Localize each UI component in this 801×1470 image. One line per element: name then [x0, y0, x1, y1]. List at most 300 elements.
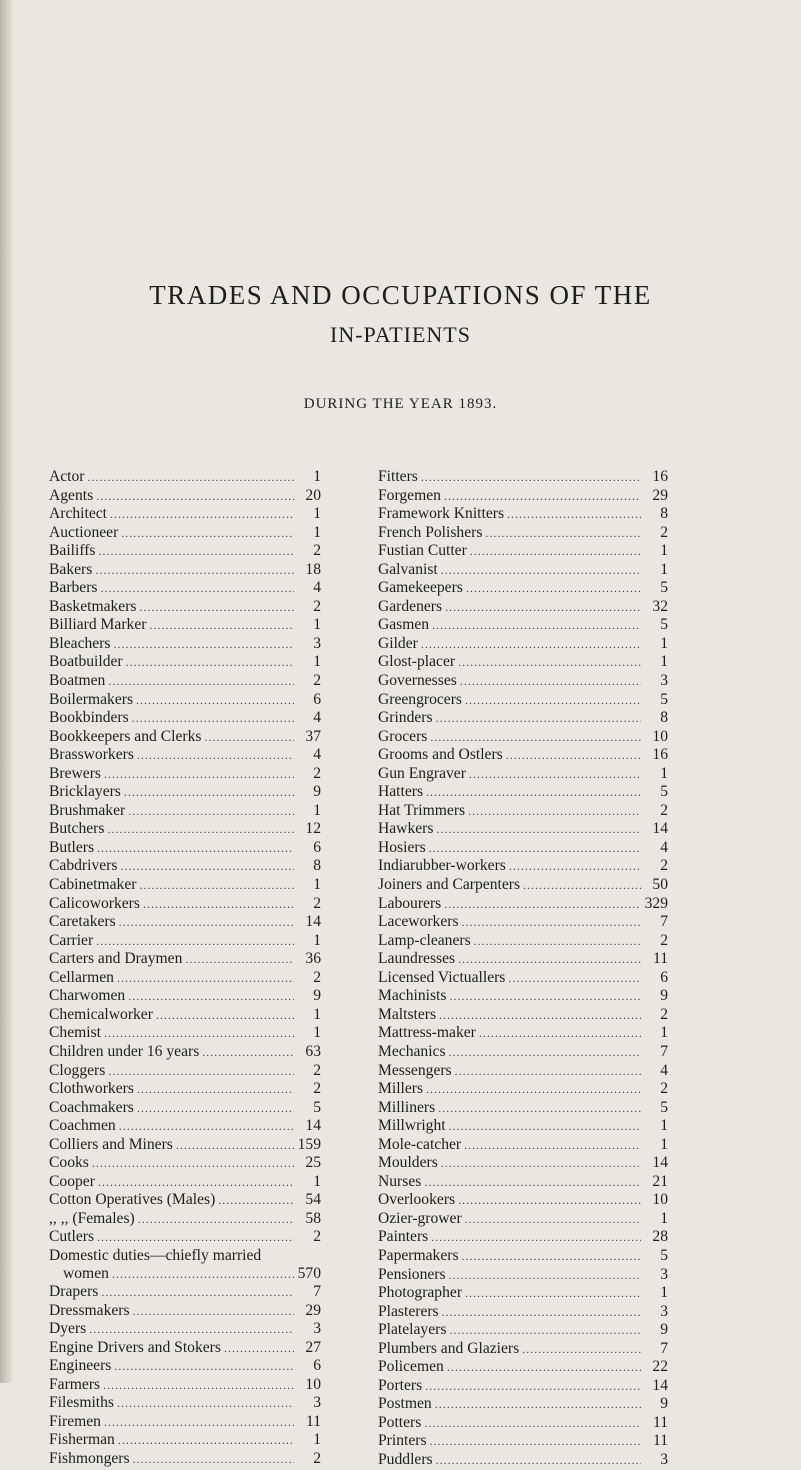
patient-count: 11	[652, 950, 668, 968]
dot-leader	[464, 1137, 641, 1155]
occupation-name: Cooper	[49, 1172, 95, 1190]
dot-leader	[224, 1340, 294, 1358]
patient-count: 3	[660, 672, 668, 690]
occupation-row	[49, 1283, 321, 1302]
occupation-row	[49, 524, 321, 543]
occupation-name: Maltsters	[378, 1005, 437, 1023]
occupation-name: Firemen	[49, 1412, 101, 1430]
dot-leader	[137, 747, 294, 765]
occupation-name: Butlers	[49, 838, 95, 856]
dot-leader	[507, 506, 641, 524]
patient-count: 2	[660, 1005, 668, 1023]
occupation-row	[378, 468, 668, 487]
patient-count: 9	[660, 1321, 668, 1339]
occupation-row	[49, 691, 321, 710]
patient-count: 14	[652, 1376, 668, 1394]
patient-count: 8	[313, 857, 321, 875]
occupation-row	[49, 1413, 321, 1432]
patient-count: 2	[660, 801, 668, 819]
occupation-name: Brushmaker	[49, 801, 126, 819]
patient-count: 4	[313, 746, 321, 764]
occupation-row	[378, 1080, 668, 1099]
occupation-row	[49, 1376, 321, 1395]
dot-leader	[444, 488, 641, 506]
occupation-name: Boatbuilder	[49, 653, 123, 671]
occupation-name: Gasmen	[378, 616, 430, 634]
patient-count: 1	[313, 616, 321, 634]
dot-leader	[97, 840, 294, 858]
occupation-row	[49, 579, 321, 598]
patient-count: 2	[313, 1080, 321, 1098]
occupation-row	[378, 1414, 668, 1433]
patient-count: 28	[652, 1228, 668, 1246]
dot-leader	[432, 617, 641, 635]
occupation-row	[49, 969, 321, 988]
occupation-name: Printers	[378, 1432, 427, 1450]
dot-leader	[455, 1063, 641, 1081]
occupation-name: Cabdrivers	[49, 857, 118, 875]
dot-leader	[149, 617, 294, 635]
patient-count: 2	[660, 931, 668, 949]
occupation-name: Cloggers	[49, 1061, 106, 1079]
occupation-row	[378, 505, 668, 524]
dot-leader	[509, 858, 641, 876]
occupation-name: Policemen	[378, 1358, 444, 1376]
occupation-name: Machinists	[378, 987, 447, 1005]
occupation-name: Clothworkers	[49, 1080, 134, 1098]
occupation-row	[378, 598, 668, 617]
dot-leader	[430, 1433, 641, 1451]
dot-leader	[465, 1211, 641, 1229]
occupation-row	[49, 783, 321, 802]
dot-leader	[436, 1452, 641, 1470]
patient-count: 50	[652, 876, 668, 894]
occupation-name: Farmers	[49, 1375, 101, 1393]
occupation-name: Butchers	[49, 820, 105, 838]
patient-count: 1	[660, 1024, 668, 1042]
dot-leader	[202, 1044, 294, 1062]
occupation-row	[49, 1265, 321, 1284]
occupation-row	[378, 1043, 668, 1062]
patient-count: 12	[305, 820, 321, 838]
occupation-row	[378, 1358, 668, 1377]
patient-count: 9	[660, 1395, 668, 1413]
occupation-name: Gamekeepers	[378, 579, 463, 597]
dot-leader	[441, 1155, 641, 1173]
occupation-name: Painters	[378, 1228, 429, 1246]
patient-count: 1	[313, 931, 321, 949]
occupation-name: Engineers	[49, 1357, 112, 1375]
occupation-row	[378, 1247, 668, 1266]
occupation-name: Domestic duties—chiefly married	[49, 1246, 262, 1264]
occupation-row	[378, 876, 668, 895]
dot-leader	[462, 914, 641, 932]
occupation-row	[378, 1377, 668, 1396]
patient-count: 3	[313, 634, 321, 652]
occupation-name: Agents	[49, 486, 94, 504]
occupation-name: Actor	[49, 468, 85, 485]
occupation-name: Mole-catcher	[378, 1135, 462, 1153]
occupation-name: Moulders	[378, 1154, 438, 1172]
patient-count: 1	[660, 634, 668, 652]
occupation-row	[49, 1357, 321, 1376]
dot-leader	[438, 1100, 641, 1118]
dot-leader	[485, 525, 641, 543]
dot-leader	[101, 1284, 294, 1302]
patient-count: 8	[660, 505, 668, 523]
occupation-row	[49, 1247, 321, 1265]
patient-count: 570	[297, 1264, 321, 1282]
dot-leader	[117, 1395, 294, 1413]
patient-count: 4	[313, 709, 321, 727]
patient-count: 329	[644, 894, 668, 912]
dot-leader	[435, 1396, 641, 1414]
occupation-name: Joiners and Carpenters	[378, 876, 521, 894]
occupation-name: Ozier-grower	[378, 1209, 462, 1227]
occupation-row	[49, 561, 321, 580]
occupation-name: Billiard Marker	[49, 616, 147, 634]
dot-leader	[101, 580, 295, 598]
occupation-name: Bookbinders	[49, 709, 129, 727]
patient-count: 2	[313, 1061, 321, 1079]
dot-leader	[120, 858, 294, 876]
occupation-row	[378, 709, 668, 728]
dot-leader	[114, 1358, 294, 1376]
patient-count: 2	[660, 523, 668, 541]
patient-count: 29	[652, 486, 668, 504]
dot-leader	[119, 914, 294, 932]
occupation-row	[378, 1432, 668, 1451]
occupation-row	[378, 1117, 668, 1136]
occupation-name: Grooms and Ostlers	[378, 746, 503, 764]
patient-count: 9	[313, 987, 321, 1005]
patient-count: 3	[313, 1320, 321, 1338]
patient-count: 1	[313, 1431, 321, 1449]
dot-leader	[468, 803, 641, 821]
occupation-row	[49, 1024, 321, 1043]
occupation-row	[378, 895, 668, 914]
dot-leader	[96, 488, 294, 506]
occupation-row	[49, 1228, 321, 1247]
occupation-name: Cellarmen	[49, 968, 114, 986]
dot-leader	[104, 766, 294, 784]
occupation-row	[49, 542, 321, 561]
dot-leader	[138, 1211, 294, 1229]
patient-count: 7	[313, 1283, 321, 1301]
dot-leader	[133, 1303, 294, 1321]
occupation-row	[49, 895, 321, 914]
patient-count: 6	[313, 838, 321, 856]
patient-count: 3	[660, 1265, 668, 1283]
dot-leader	[442, 1304, 641, 1322]
occupation-row	[378, 913, 668, 932]
patient-count: 2	[660, 857, 668, 875]
patient-count: 1	[660, 1135, 668, 1153]
occupation-name: Messengers	[378, 1061, 452, 1079]
occupation-row	[378, 1024, 668, 1043]
dot-leader	[128, 803, 294, 821]
occupation-name: Barbers	[49, 579, 98, 597]
occupation-name: Millwright	[378, 1117, 446, 1135]
occupation-row	[378, 987, 668, 1006]
occupation-row	[49, 1394, 321, 1413]
page-title: TRADES AND OCCUPATIONS OF THE	[149, 280, 652, 310]
patient-count: 6	[660, 968, 668, 986]
occupation-name: Carrier	[49, 931, 94, 949]
patient-count: 3	[313, 1394, 321, 1412]
patient-count: 2	[313, 672, 321, 690]
year-line: DURING THE YEAR 1893.	[303, 396, 498, 412]
occupation-row	[378, 802, 668, 821]
page-subtitle: IN-PATIENTS	[330, 322, 471, 347]
occupation-name: Postmen	[378, 1395, 432, 1413]
occupation-name: Gilder	[378, 634, 418, 652]
occupation-row	[378, 1099, 668, 1118]
occupation-row	[378, 969, 668, 988]
occupation-row	[378, 857, 668, 876]
dot-leader	[469, 766, 641, 784]
patient-count: 1	[660, 653, 668, 671]
occupation-row	[49, 1210, 321, 1229]
patient-count: 6	[313, 1357, 321, 1375]
dot-leader	[119, 1118, 294, 1136]
dot-leader	[426, 784, 641, 802]
patient-count: 2	[313, 597, 321, 615]
patient-count: 2	[313, 764, 321, 782]
occupation-row	[378, 1284, 668, 1303]
patient-count: 29	[305, 1301, 321, 1319]
patient-count: 4	[313, 579, 321, 597]
patient-count: 1	[313, 876, 321, 894]
occupation-name: Forgemen	[378, 486, 441, 504]
occupation-row	[378, 616, 668, 635]
dot-leader	[466, 580, 641, 598]
occupation-row	[49, 1431, 321, 1450]
dot-leader	[441, 562, 641, 580]
occupation-row	[49, 653, 321, 672]
dot-leader	[445, 599, 641, 617]
occupation-row	[378, 1228, 668, 1247]
occupation-name: Greengrocers	[378, 690, 462, 708]
occupation-row	[378, 1062, 668, 1081]
dot-leader	[98, 1174, 294, 1192]
dot-leader	[88, 469, 294, 487]
occupation-name: Plasterers	[378, 1302, 439, 1320]
patient-count: 27	[305, 1338, 321, 1356]
occupation-name: Papermakers	[378, 1246, 459, 1264]
patient-count: 9	[660, 987, 668, 1005]
occupation-row	[378, 1210, 668, 1229]
dot-leader	[522, 1341, 641, 1359]
dot-leader	[104, 1025, 294, 1043]
occupation-name: Porters	[378, 1376, 423, 1394]
patient-count: 4	[660, 1061, 668, 1079]
occupation-name: Carters and Draymen	[49, 950, 183, 968]
occupation-row	[49, 1154, 321, 1173]
dot-leader	[132, 710, 294, 728]
occupation-row	[49, 1302, 321, 1321]
dot-leader	[436, 710, 641, 728]
patient-count: 1	[313, 523, 321, 541]
patient-count: 5	[660, 1098, 668, 1116]
occupation-name: French Polishers	[378, 523, 483, 541]
dot-leader	[107, 821, 294, 839]
occupation-row	[49, 635, 321, 654]
patient-count: 11	[652, 1432, 668, 1450]
patient-count: 10	[652, 727, 668, 745]
occupation-name: Labourers	[378, 894, 442, 912]
occupation-name: Fishmongers	[49, 1449, 130, 1467]
patient-count: 1	[313, 1172, 321, 1190]
dot-leader	[156, 1007, 294, 1025]
patient-count: 2	[660, 1080, 668, 1098]
dot-leader	[143, 896, 294, 914]
dot-leader	[426, 1081, 641, 1099]
dot-leader	[95, 562, 294, 580]
occupation-name: Galvanist	[378, 560, 438, 578]
occupation-row	[49, 746, 321, 765]
occupation-name: Bricklayers	[49, 783, 121, 801]
occupation-row	[378, 783, 668, 802]
occupation-row	[49, 1099, 321, 1118]
occupation-name: Cabinetmaker	[49, 876, 137, 894]
patient-count: 159	[297, 1135, 321, 1153]
occupation-row	[49, 839, 321, 858]
occupation-name: Fisherman	[49, 1431, 115, 1449]
occupation-name: Brewers	[49, 764, 101, 782]
dot-leader	[99, 543, 295, 561]
dot-leader	[421, 469, 641, 487]
occupation-row	[378, 1154, 668, 1173]
patient-count: 14	[652, 1154, 668, 1172]
occupation-name: Architect	[49, 505, 108, 523]
occupation-row	[49, 820, 321, 839]
dot-leader	[470, 543, 641, 561]
occupation-row	[378, 1136, 668, 1155]
occupation-row	[49, 932, 321, 951]
patient-count: 58	[305, 1209, 321, 1227]
dot-leader	[113, 636, 294, 654]
occupation-name: Millers	[378, 1080, 424, 1098]
dot-leader	[425, 1378, 641, 1396]
patient-count: 3	[660, 1302, 668, 1320]
occupation-name: Children under 16 years	[49, 1042, 200, 1060]
occupation-name: Hatters	[378, 783, 424, 801]
patient-count: 1	[313, 1024, 321, 1042]
occupation-name: Laceworkers	[378, 913, 459, 931]
occupation-row	[378, 932, 668, 951]
patient-count: 5	[660, 579, 668, 597]
dot-leader	[96, 933, 294, 951]
dot-leader	[89, 1321, 294, 1339]
dot-leader	[424, 1174, 641, 1192]
patient-count: 37	[305, 727, 321, 745]
occupation-name: Cotton Operatives (Males)	[49, 1191, 216, 1209]
occupation-row	[378, 672, 668, 691]
occupation-name: Bleachers	[49, 634, 111, 652]
dot-leader	[421, 636, 641, 654]
occupation-name: Milliners	[378, 1098, 436, 1116]
occupation-name: Gardeners	[378, 597, 443, 615]
left-column-list	[49, 468, 321, 1469]
occupation-row	[378, 635, 668, 654]
dot-leader	[218, 1192, 294, 1210]
occupation-row	[49, 1117, 321, 1136]
dot-leader	[136, 692, 294, 710]
dot-leader	[431, 1229, 641, 1247]
patient-count: 54	[305, 1191, 321, 1209]
right-column-list	[378, 468, 668, 1470]
patient-count: 22	[652, 1358, 668, 1376]
occupation-row	[49, 765, 321, 784]
occupation-row	[49, 1191, 321, 1210]
patient-count: 63	[305, 1042, 321, 1060]
dot-leader	[465, 692, 641, 710]
occupation-name: Grocers	[378, 727, 428, 745]
occupation-name: Cutlers	[49, 1228, 95, 1246]
occupation-name: Colliers and Miners	[49, 1135, 173, 1153]
dot-leader	[118, 1432, 294, 1450]
occupation-name: ,, ,, (Females)	[49, 1209, 135, 1227]
occupation-name: Hat Trimmers	[378, 801, 466, 819]
occupation-row	[378, 691, 668, 710]
patient-count: 5	[660, 1246, 668, 1264]
occupation-row	[378, 1395, 668, 1414]
patient-count: 14	[305, 913, 321, 931]
occupation-row	[49, 987, 321, 1006]
dot-leader	[97, 1229, 294, 1247]
occupation-name: Dressmakers	[49, 1301, 130, 1319]
dot-leader	[185, 951, 294, 969]
occupation-row	[378, 746, 668, 765]
occupation-row	[378, 820, 668, 839]
dot-leader	[465, 1285, 641, 1303]
patient-count: 1	[660, 764, 668, 782]
dot-leader	[424, 1415, 641, 1433]
dot-leader	[449, 1118, 641, 1136]
occupation-row	[378, 765, 668, 784]
dot-leader	[121, 525, 294, 543]
occupation-name: Mechanics	[378, 1042, 446, 1060]
patient-count: 1	[660, 1209, 668, 1227]
patient-count: 1	[313, 468, 321, 485]
occupation-row	[378, 1173, 668, 1192]
patient-count: 1	[660, 560, 668, 578]
patient-count: 5	[660, 783, 668, 801]
occupation-row	[378, 561, 668, 580]
patient-count: 11	[652, 1413, 668, 1431]
occupation-name: Coachmakers	[49, 1098, 134, 1116]
occupation-row	[49, 709, 321, 728]
dot-leader	[436, 821, 641, 839]
occupation-name: Pensioners	[378, 1265, 446, 1283]
occupation-name: Cooks	[49, 1154, 89, 1172]
patient-count: 1	[313, 653, 321, 671]
dot-leader	[108, 673, 294, 691]
occupation-row	[49, 672, 321, 691]
dot-leader	[92, 1155, 294, 1173]
dot-leader	[126, 654, 294, 672]
occupation-name: Boatmen	[49, 672, 106, 690]
patient-count: 25	[305, 1154, 321, 1172]
dot-leader	[104, 1414, 294, 1432]
patient-count: 9	[313, 783, 321, 801]
occupation-name: Plumbers and Glaziers	[378, 1339, 520, 1357]
patient-count: 5	[660, 690, 668, 708]
occupation-name: Filesmiths	[49, 1394, 114, 1412]
dot-leader	[139, 599, 294, 617]
occupation-name: Bakers	[49, 560, 93, 578]
